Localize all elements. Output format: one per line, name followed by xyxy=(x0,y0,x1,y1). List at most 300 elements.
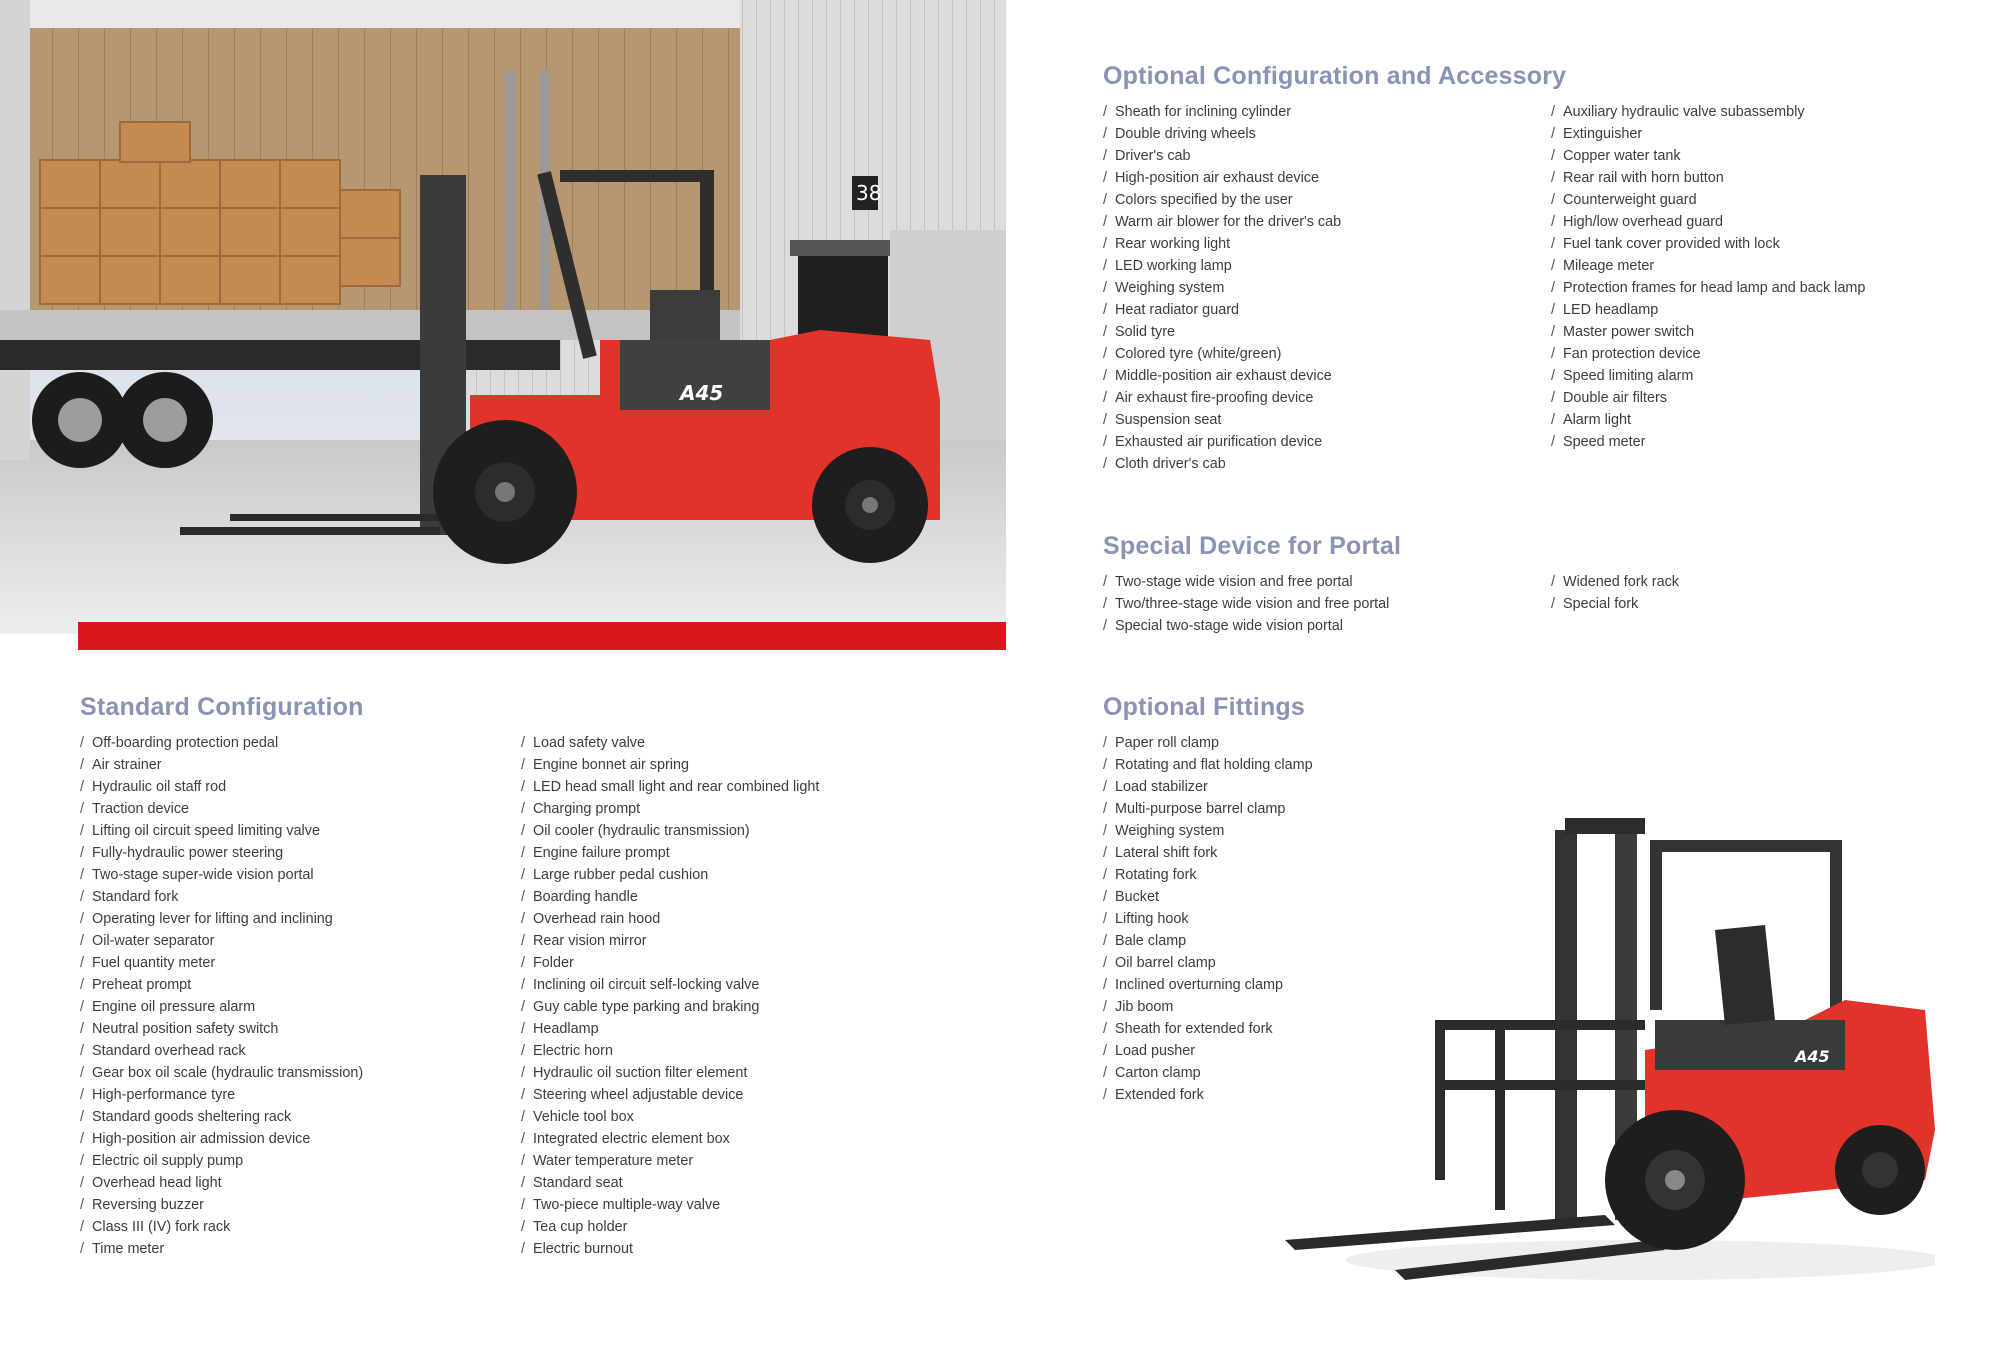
list-item xyxy=(1103,123,1551,145)
slash-bullet: / xyxy=(1551,126,1555,142)
list-item-text: Extended fork xyxy=(1115,1087,1204,1103)
slash-bullet: / xyxy=(80,1197,84,1213)
list-item-text: Two/three-stage wide vision and free portal xyxy=(1115,596,1390,612)
slash-bullet: / xyxy=(1103,618,1107,634)
list-item xyxy=(1103,908,1313,930)
list-item-text: Master power switch xyxy=(1563,324,1695,340)
list-item-text: Sheath for inclining cylinder xyxy=(1115,104,1291,120)
special-device-title: Special Device for Portal xyxy=(1103,532,1402,560)
slash-bullet: / xyxy=(80,801,84,817)
list-item-text: LED headlamp xyxy=(1563,302,1659,318)
slash-bullet: / xyxy=(1103,434,1107,450)
list-item-text: Inclined overturning clamp xyxy=(1115,977,1283,993)
list-item xyxy=(1551,409,1865,431)
list-item xyxy=(1103,431,1551,453)
list-item xyxy=(1103,571,1551,593)
list-item xyxy=(521,798,819,820)
list-item-text: Hydraulic oil staff rod xyxy=(92,779,227,795)
list-item xyxy=(521,930,819,952)
slash-bullet: / xyxy=(1103,368,1107,384)
list-item-text: Special two-stage wide vision portal xyxy=(1115,618,1343,634)
slash-bullet: / xyxy=(1103,1043,1107,1059)
list-item-text: Speed meter xyxy=(1563,434,1646,450)
slash-bullet: / xyxy=(1551,170,1555,186)
list-item-text: Exhausted air purification device xyxy=(1115,434,1323,450)
list-item xyxy=(1103,864,1313,886)
list-item-text: Lifting oil circuit speed limiting valve xyxy=(92,823,320,839)
list-item xyxy=(80,974,521,996)
list-item xyxy=(521,754,819,776)
slash-bullet: / xyxy=(521,1065,525,1081)
slash-bullet: / xyxy=(521,933,525,949)
list-item-text: Fully-hydraulic power steering xyxy=(92,845,284,861)
slash-bullet: / xyxy=(1551,412,1555,428)
slash-bullet: / xyxy=(1103,596,1107,612)
list-item-text: Overhead rain hood xyxy=(533,911,661,927)
slash-bullet: / xyxy=(521,1109,525,1125)
list-item-text: Standard overhead rack xyxy=(92,1043,246,1059)
list-item-text: Standard seat xyxy=(533,1175,623,1191)
list-item-text: Gear box oil scale (hydraulic transmission) xyxy=(92,1065,364,1081)
list-item xyxy=(521,1106,819,1128)
standard-config-section xyxy=(80,693,819,1260)
slash-bullet: / xyxy=(1103,236,1107,252)
list-item-text: High-position air admission device xyxy=(92,1131,311,1147)
slash-bullet: / xyxy=(1103,214,1107,230)
list-item-text: Colors specified by the user xyxy=(1115,192,1293,208)
warehouse-forklift-photo xyxy=(0,0,1006,634)
list-item xyxy=(80,1040,521,1062)
special-device-section xyxy=(1103,532,1679,637)
list-item-text: Rear vision mirror xyxy=(533,933,647,949)
list-item-text: Water temperature meter xyxy=(533,1153,694,1169)
list-item-text: Off-boarding protection pedal xyxy=(92,735,279,751)
list-item xyxy=(521,1172,819,1194)
slash-bullet: / xyxy=(80,1043,84,1059)
slash-bullet: / xyxy=(1103,911,1107,927)
slash-bullet: / xyxy=(521,801,525,817)
list-item xyxy=(521,996,819,1018)
slash-bullet: / xyxy=(521,867,525,883)
slash-bullet: / xyxy=(1103,456,1107,472)
list-item xyxy=(1103,409,1551,431)
slash-bullet: / xyxy=(1103,735,1107,751)
slash-bullet: / xyxy=(1551,192,1555,208)
list-item-text: Middle-position air exhaust device xyxy=(1115,368,1332,384)
slash-bullet: / xyxy=(1103,346,1107,362)
list-item xyxy=(1551,321,1865,343)
list-item xyxy=(80,864,521,886)
slash-bullet: / xyxy=(521,955,525,971)
list-item xyxy=(521,886,819,908)
slash-bullet: / xyxy=(1103,170,1107,186)
list-item xyxy=(1551,233,1865,255)
list-item xyxy=(1551,123,1865,145)
slash-bullet: / xyxy=(1103,324,1107,340)
list-item-text: Load safety valve xyxy=(533,735,645,751)
list-item-text: Electric oil supply pump xyxy=(92,1153,244,1169)
slash-bullet: / xyxy=(80,1219,84,1235)
slash-bullet: / xyxy=(521,1175,525,1191)
slash-bullet: / xyxy=(521,779,525,795)
slash-bullet: / xyxy=(521,823,525,839)
list-item xyxy=(521,1128,819,1150)
list-item-text: Rotating fork xyxy=(1115,867,1197,883)
slash-bullet: / xyxy=(80,955,84,971)
list-item xyxy=(80,798,521,820)
list-item-text: Class III (IV) fork rack xyxy=(92,1219,231,1235)
list-item-text: Multi-purpose barrel clamp xyxy=(1115,801,1286,817)
list-item xyxy=(80,930,521,952)
list-item-text: Two-stage super-wide vision portal xyxy=(92,867,314,883)
slash-bullet: / xyxy=(521,1241,525,1257)
list-item-text: Vehicle tool box xyxy=(533,1109,634,1125)
list-item xyxy=(1551,211,1865,233)
list-item xyxy=(1103,321,1551,343)
list-item-text: High-position air exhaust device xyxy=(1115,170,1319,186)
slash-bullet: / xyxy=(1103,280,1107,296)
slash-bullet: / xyxy=(1551,214,1555,230)
list-item-text: Copper water tank xyxy=(1563,148,1681,164)
list-item xyxy=(521,974,819,996)
list-item-text: Alarm light xyxy=(1563,412,1631,428)
list-item-text: Engine failure prompt xyxy=(533,845,670,861)
list-item-text: Weighing system xyxy=(1115,280,1225,296)
slash-bullet: / xyxy=(80,867,84,883)
slash-bullet: / xyxy=(80,1153,84,1169)
list-item-text: Carton clamp xyxy=(1115,1065,1201,1081)
list-item xyxy=(1103,842,1313,864)
list-item-text: Guy cable type parking and braking xyxy=(533,999,760,1015)
slash-bullet: / xyxy=(1103,955,1107,971)
list-item xyxy=(1551,593,1679,615)
slash-bullet: / xyxy=(521,1087,525,1103)
forklift-product-image xyxy=(1285,800,1935,1310)
list-item xyxy=(521,1238,819,1260)
list-item-text: Overhead head light xyxy=(92,1175,222,1191)
slash-bullet: / xyxy=(1551,302,1555,318)
list-item xyxy=(80,996,521,1018)
list-item-text: Counterweight guard xyxy=(1563,192,1697,208)
slash-bullet: / xyxy=(80,999,84,1015)
slash-bullet: / xyxy=(1551,148,1555,164)
list-item xyxy=(521,952,819,974)
list-item-text: Engine bonnet air spring xyxy=(533,757,690,773)
slash-bullet: / xyxy=(521,1153,525,1169)
list-item xyxy=(1103,776,1313,798)
standard-config-title: Standard Configuration xyxy=(80,693,364,721)
slash-bullet: / xyxy=(1551,596,1555,612)
list-item xyxy=(1103,798,1313,820)
optional-fittings-section xyxy=(1103,693,1313,1106)
list-item xyxy=(521,864,819,886)
svg-text:A45: A45 xyxy=(1795,1047,1830,1066)
list-item-text: Steering wheel adjustable device xyxy=(533,1087,744,1103)
slash-bullet: / xyxy=(521,1197,525,1213)
list-item-text: Auxiliary hydraulic valve subassembly xyxy=(1563,104,1805,120)
slash-bullet: / xyxy=(1551,434,1555,450)
list-item-text: Heat radiator guard xyxy=(1115,302,1239,318)
slash-bullet: / xyxy=(80,823,84,839)
list-item xyxy=(521,1040,819,1062)
list-item xyxy=(1103,1018,1313,1040)
slash-bullet: / xyxy=(1103,779,1107,795)
list-item xyxy=(521,820,819,842)
optional-config-title: Optional Configuration and Accessory xyxy=(1103,62,1567,90)
list-item-text: Load stabilizer xyxy=(1115,779,1208,795)
list-item-text: Reversing buzzer xyxy=(92,1197,204,1213)
list-item xyxy=(1103,145,1551,167)
slash-bullet: / xyxy=(1103,148,1107,164)
optional-config-section xyxy=(1103,62,1865,475)
list-item xyxy=(1103,1084,1313,1106)
list-item-text: Traction device xyxy=(92,801,190,817)
slash-bullet: / xyxy=(80,1065,84,1081)
list-item xyxy=(1551,343,1865,365)
slash-bullet: / xyxy=(1551,368,1555,384)
list-item-text: Widened fork rack xyxy=(1563,574,1679,590)
list-item xyxy=(1103,233,1551,255)
list-item xyxy=(1103,886,1313,908)
list-item-text: Rotating and flat holding clamp xyxy=(1115,757,1313,773)
list-item xyxy=(1103,1040,1313,1062)
slash-bullet: / xyxy=(521,845,525,861)
slash-bullet: / xyxy=(80,779,84,795)
slash-bullet: / xyxy=(1103,104,1107,120)
list-item-text: Standard fork xyxy=(92,889,179,905)
list-item xyxy=(1103,754,1313,776)
slash-bullet: / xyxy=(1103,1087,1107,1103)
slash-bullet: / xyxy=(1103,889,1107,905)
truck-badge: A45 xyxy=(680,381,724,405)
list-item xyxy=(521,1216,819,1238)
slash-bullet: / xyxy=(1551,324,1555,340)
list-item xyxy=(1551,189,1865,211)
list-item-text: Headlamp xyxy=(533,1021,599,1037)
slash-bullet: / xyxy=(80,911,84,927)
optional-config-list-1 xyxy=(1103,101,1551,475)
list-item-text: Suspension seat xyxy=(1115,412,1222,428)
list-item xyxy=(1551,101,1865,123)
list-item-text: LED working lamp xyxy=(1115,258,1232,274)
list-item-text: Large rubber pedal cushion xyxy=(533,867,709,883)
list-item xyxy=(1103,211,1551,233)
list-item-text: Engine oil pressure alarm xyxy=(92,999,256,1015)
slash-bullet: / xyxy=(1103,302,1107,318)
list-item xyxy=(1103,615,1551,637)
slash-bullet: / xyxy=(521,977,525,993)
list-item-text: Preheat prompt xyxy=(92,977,192,993)
list-item xyxy=(1103,189,1551,211)
slash-bullet: / xyxy=(521,889,525,905)
slash-bullet: / xyxy=(80,977,84,993)
slash-bullet: / xyxy=(1103,845,1107,861)
standard-config-list-2 xyxy=(521,732,819,1260)
slash-bullet: / xyxy=(80,933,84,949)
list-item xyxy=(521,732,819,754)
slash-bullet: / xyxy=(80,1175,84,1191)
list-item-text: Jib boom xyxy=(1115,999,1174,1015)
list-item xyxy=(521,1150,819,1172)
slash-bullet: / xyxy=(1103,126,1107,142)
list-item-text: Folder xyxy=(533,955,574,971)
slash-bullet: / xyxy=(80,757,84,773)
list-item xyxy=(80,820,521,842)
list-item xyxy=(80,754,521,776)
slash-bullet: / xyxy=(521,757,525,773)
list-item xyxy=(1551,571,1679,593)
special-device-list-1 xyxy=(1103,571,1551,637)
list-item-text: High-performance tyre xyxy=(92,1087,236,1103)
list-item xyxy=(1103,732,1313,754)
list-item-text: Standard goods sheltering rack xyxy=(92,1109,292,1125)
list-item-text: Operating lever for lifting and inclining xyxy=(92,911,333,927)
list-item-text: Charging prompt xyxy=(533,801,641,817)
list-item xyxy=(1103,952,1313,974)
list-item xyxy=(1103,255,1551,277)
list-item xyxy=(1551,299,1865,321)
list-item xyxy=(80,1018,521,1040)
list-item xyxy=(1103,593,1551,615)
list-item-text: Sheath for extended fork xyxy=(1115,1021,1273,1037)
slash-bullet: / xyxy=(1103,999,1107,1015)
list-item-text: Extinguisher xyxy=(1563,126,1643,142)
accent-bar xyxy=(78,622,1006,650)
list-item xyxy=(80,1194,521,1216)
list-item-text: Driver's cab xyxy=(1115,148,1191,164)
list-item xyxy=(1103,101,1551,123)
list-item-text: Warm air blower for the driver's cab xyxy=(1115,214,1342,230)
slash-bullet: / xyxy=(1551,280,1555,296)
list-item xyxy=(1103,974,1313,996)
slash-bullet: / xyxy=(80,845,84,861)
list-item-text: Rear working light xyxy=(1115,236,1231,252)
list-item-text: Speed limiting alarm xyxy=(1563,368,1694,384)
list-item-text: Double air filters xyxy=(1563,390,1667,406)
list-item-text: Fan protection device xyxy=(1563,346,1701,362)
list-item-text: Lifting hook xyxy=(1115,911,1189,927)
list-item xyxy=(1103,387,1551,409)
list-item-text: Double driving wheels xyxy=(1115,126,1256,142)
slash-bullet: / xyxy=(1103,867,1107,883)
list-item-text: Fuel tank cover provided with lock xyxy=(1563,236,1780,252)
list-item xyxy=(1551,255,1865,277)
slash-bullet: / xyxy=(1551,236,1555,252)
slash-bullet: / xyxy=(1551,346,1555,362)
list-item-text: Special fork xyxy=(1563,596,1639,612)
slash-bullet: / xyxy=(521,911,525,927)
list-item xyxy=(80,1216,521,1238)
slash-bullet: / xyxy=(1103,1065,1107,1081)
list-item-text: Oil barrel clamp xyxy=(1115,955,1216,971)
list-item xyxy=(1551,145,1865,167)
list-item xyxy=(1551,431,1865,453)
slash-bullet: / xyxy=(1103,412,1107,428)
slash-bullet: / xyxy=(1551,258,1555,274)
list-item xyxy=(80,1062,521,1084)
list-item-text: Cloth driver's cab xyxy=(1115,456,1226,472)
list-item-text: Air strainer xyxy=(92,757,162,773)
list-item xyxy=(80,842,521,864)
slash-bullet: / xyxy=(1551,104,1555,120)
list-item xyxy=(1103,365,1551,387)
list-item xyxy=(1103,1062,1313,1084)
list-item xyxy=(521,1062,819,1084)
list-item xyxy=(521,1194,819,1216)
list-item xyxy=(1551,387,1865,409)
list-item xyxy=(1103,930,1313,952)
list-item xyxy=(80,1238,521,1260)
slash-bullet: / xyxy=(1103,192,1107,208)
list-item-text: Bale clamp xyxy=(1115,933,1187,949)
slash-bullet: / xyxy=(1103,801,1107,817)
list-item xyxy=(1103,996,1313,1018)
optional-fittings-list xyxy=(1103,732,1313,1106)
standard-config-list-1 xyxy=(80,732,521,1260)
list-item-text: Hydraulic oil suction filter element xyxy=(533,1065,748,1081)
list-item-text: Bucket xyxy=(1115,889,1159,905)
list-item-text: Neutral position safety switch xyxy=(92,1021,279,1037)
list-item xyxy=(80,886,521,908)
list-item-text: Two-stage wide vision and free portal xyxy=(1115,574,1353,590)
list-item-text: Weighing system xyxy=(1115,823,1225,839)
slash-bullet: / xyxy=(1551,574,1555,590)
list-item-text: Protection frames for head lamp and back lamp xyxy=(1563,280,1866,296)
list-item-text: LED head small light and rear combined light xyxy=(533,779,820,795)
slash-bullet: / xyxy=(80,1087,84,1103)
list-item-text: Oil-water separator xyxy=(92,933,215,949)
list-item-text: Two-piece multiple-way valve xyxy=(533,1197,721,1213)
slash-bullet: / xyxy=(80,735,84,751)
list-item xyxy=(521,842,819,864)
list-item-text: Integrated electric element box xyxy=(533,1131,730,1147)
slash-bullet: / xyxy=(521,1219,525,1235)
list-item xyxy=(80,1084,521,1106)
list-item-text: Solid tyre xyxy=(1115,324,1175,340)
list-item xyxy=(80,732,521,754)
list-item xyxy=(1551,277,1865,299)
list-item-text: Tea cup holder xyxy=(533,1219,628,1235)
list-item xyxy=(80,1150,521,1172)
list-item xyxy=(80,776,521,798)
list-item xyxy=(1103,453,1551,475)
list-item-text: High/low overhead guard xyxy=(1563,214,1723,230)
slash-bullet: / xyxy=(1103,574,1107,590)
slash-bullet: / xyxy=(1103,390,1107,406)
list-item xyxy=(1551,365,1865,387)
slash-bullet: / xyxy=(521,1043,525,1059)
optional-fittings-title: Optional Fittings xyxy=(1103,693,1305,721)
special-device-list-2 xyxy=(1551,571,1679,637)
list-item xyxy=(80,952,521,974)
list-item-text: Boarding handle xyxy=(533,889,638,905)
list-item-text: Paper roll clamp xyxy=(1115,735,1219,751)
list-item xyxy=(1103,299,1551,321)
dock-number: 38 xyxy=(856,181,882,205)
slash-bullet: / xyxy=(80,1109,84,1125)
list-item xyxy=(521,1084,819,1106)
list-item-text: Colored tyre (white/green) xyxy=(1115,346,1282,362)
slash-bullet: / xyxy=(521,735,525,751)
list-item-text: Rear rail with horn button xyxy=(1563,170,1724,186)
slash-bullet: / xyxy=(1103,258,1107,274)
slash-bullet: / xyxy=(1103,977,1107,993)
list-item xyxy=(1103,820,1313,842)
slash-bullet: / xyxy=(1103,823,1107,839)
list-item-text: Oil cooler (hydraulic transmission) xyxy=(533,823,750,839)
list-item xyxy=(1103,167,1551,189)
list-item xyxy=(80,1106,521,1128)
